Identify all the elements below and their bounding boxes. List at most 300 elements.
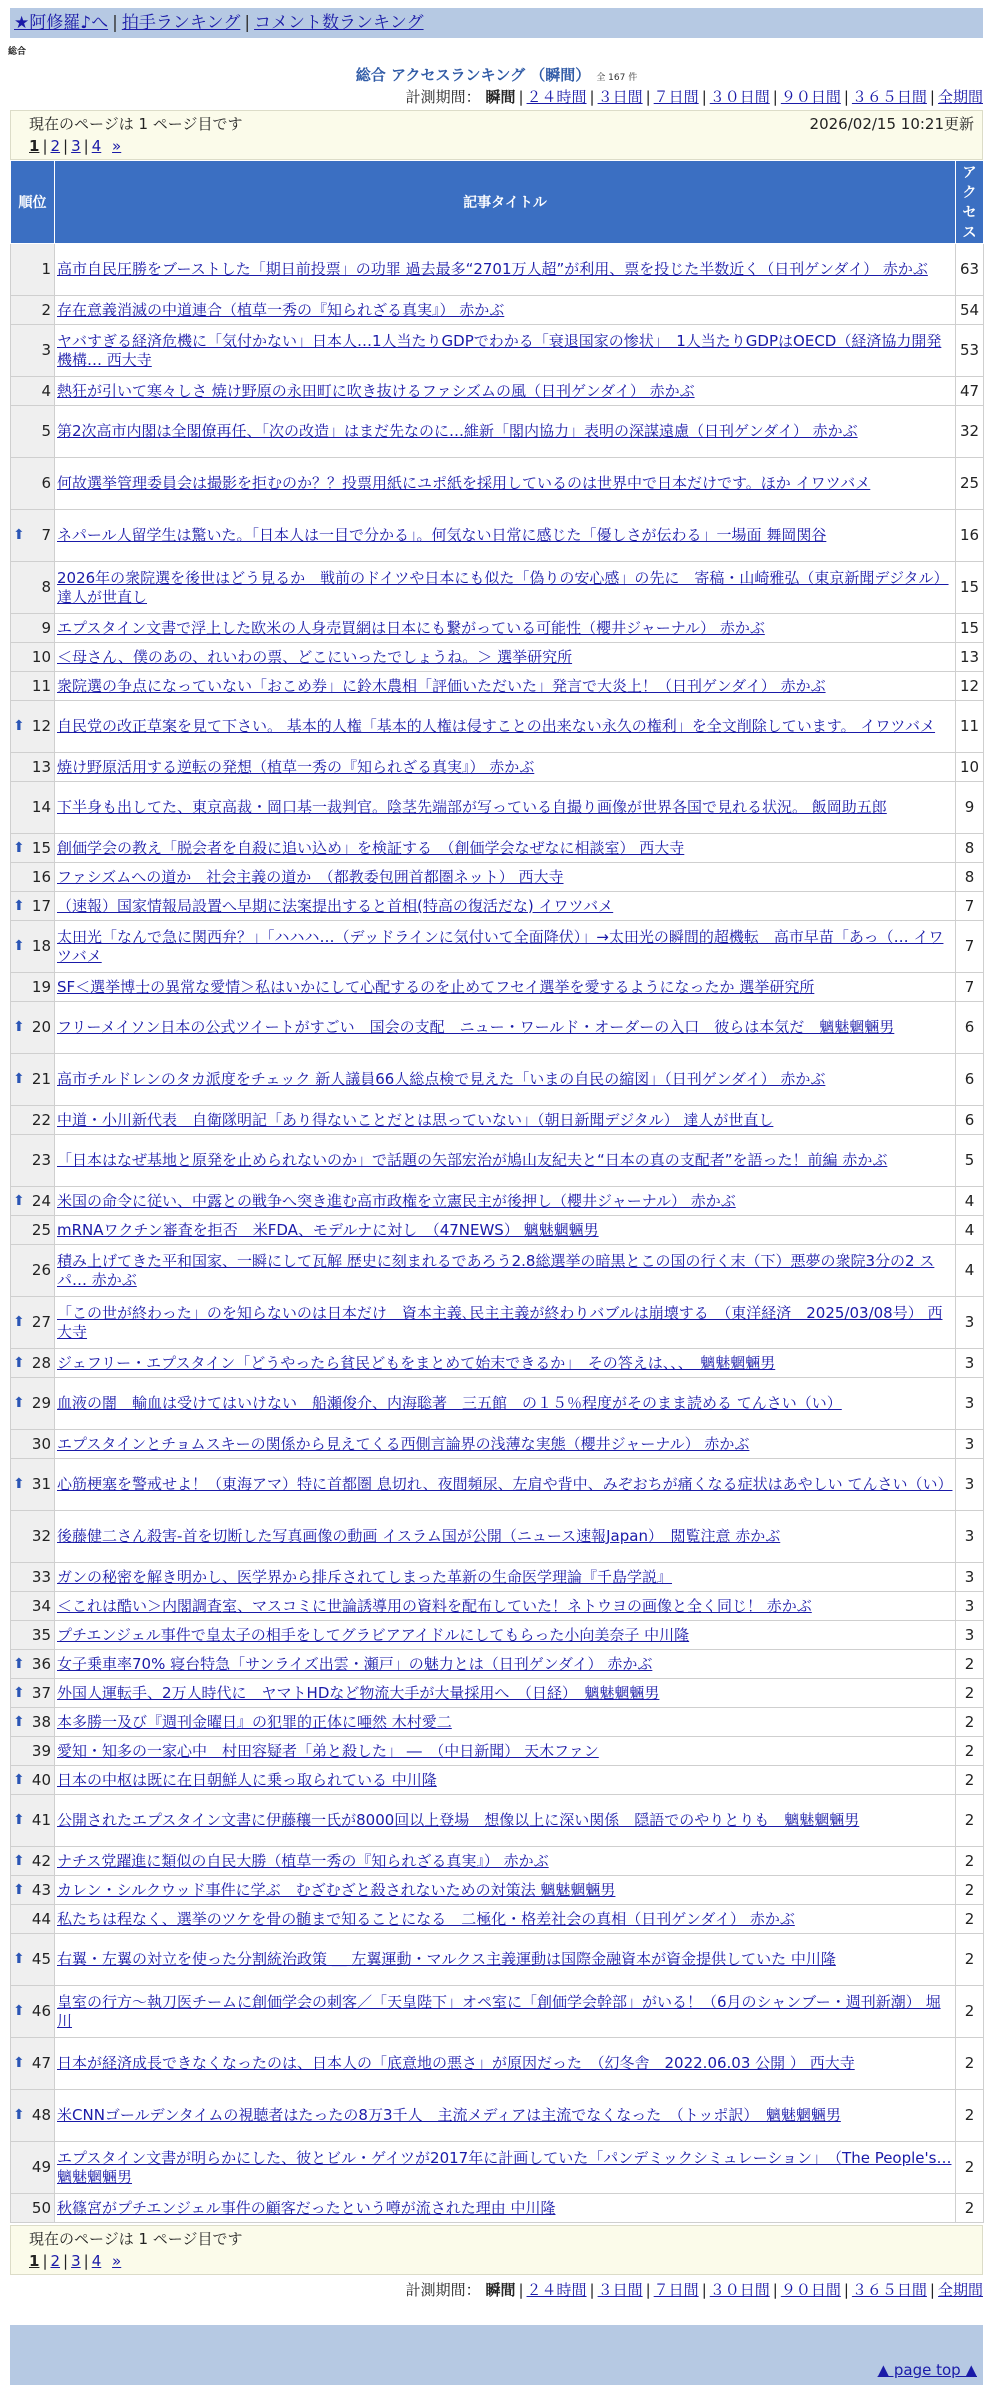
rank-up-arrow-icon: ⬆ xyxy=(13,1354,25,1371)
rank-number: 8 xyxy=(41,578,51,596)
article-title-link[interactable]: 女子乗車率70% 寝台特急「サンライズ出雲・瀬戸」の魅力とは（日刊ゲンダイ） 赤かぶ xyxy=(57,1654,653,1673)
access-count-cell: 12 xyxy=(956,672,984,701)
title-cell xyxy=(55,1349,956,1378)
access-count-cell: 6 xyxy=(956,1054,984,1106)
article-title-link[interactable]: 第2次高市内閣は全閣僚再任、「次の改造」はまだ先なのに…維新「閣内協力」表明の深謀遠慮（日刊ゲンダイ） 赤かぶ xyxy=(57,422,858,440)
article-title-link[interactable]: 日本が経済成長できなくなったのは、日本人の「底意地の悪さ」が原因だった （幻冬舎 2022.06.03 公開 ） 西大寺 xyxy=(57,2054,855,2072)
rank-cell xyxy=(11,1430,55,1459)
article-title-link[interactable]: SF＜選挙博士の異常な愛情＞私はいかにして心配するのを止めてフセイ選挙を愛するようになったか 選挙研究所 xyxy=(57,977,815,996)
rank-cell xyxy=(11,562,55,614)
article-title-link[interactable]: 米CNNゴールデンタイムの視聴者はたったの8万3千人 主流メディアは主流でなくなった （トッポ訳） 魑魅魍魎男 xyxy=(57,2106,841,2124)
rank-cell xyxy=(11,921,55,973)
table-row xyxy=(11,672,984,701)
title-cell xyxy=(55,562,956,614)
table-row xyxy=(11,921,984,973)
table-row xyxy=(11,406,984,458)
period-link-365d[interactable]: ３６５日間 xyxy=(851,2281,927,2299)
table-row xyxy=(11,1795,984,1847)
access-count-cell: 6 xyxy=(956,1106,984,1135)
table-row xyxy=(11,562,984,614)
access-count-cell: 3 xyxy=(956,1297,984,1349)
rank-up-arrow-icon: ⬆ xyxy=(13,1951,25,1967)
rank-number: 23 xyxy=(31,1151,51,1169)
rank-cell xyxy=(11,1349,55,1378)
rank-cell xyxy=(11,2194,55,2223)
article-title-link[interactable]: 「この世が終わった」のを知らないのは日本だけ 資本主義､民主主義が終わりバブルは崩壊する （東洋経済 2025/03/08号） 西大寺 xyxy=(57,1303,943,1341)
article-title-link[interactable]: ＜これは酷い＞内閣調査室、マスコミに世論誘導用の資料を配布していた！ネトウヨの画像と全く同じ！ 赤かぶ xyxy=(57,1596,812,1615)
rank-number: 4 xyxy=(41,381,51,400)
title-cell xyxy=(55,458,956,510)
ranking-table xyxy=(10,160,984,2223)
table-row xyxy=(11,1245,984,1297)
article-title-link[interactable]: 外国人運転手、2万人時代に ヤマトHDなど物流大手が大量採用へ （日経） 魑魅魍魎男 xyxy=(57,1683,660,1702)
rank-cell xyxy=(11,1934,55,1986)
footer-bar xyxy=(10,2325,983,2355)
rank-number: 16 xyxy=(31,867,51,886)
rank-cell xyxy=(11,753,55,782)
title-cell xyxy=(55,1986,956,2038)
rank-number: 43 xyxy=(31,1880,51,1899)
page-current: 1 xyxy=(29,137,40,155)
access-count-cell: 7 xyxy=(956,892,984,921)
page-heading xyxy=(0,64,993,86)
table-row xyxy=(11,1766,984,1795)
col-title-header: 記事タイトル xyxy=(55,161,956,244)
article-title-link[interactable]: カレン・シルクウッド事件に学ぶ むざむざと殺されないための対策法 魑魅魍魎男 xyxy=(57,1880,616,1899)
page-link-4[interactable]: 4 xyxy=(91,2252,102,2270)
col-access-header: アクセス xyxy=(956,161,984,244)
table-row xyxy=(11,643,984,672)
article-title-link[interactable]: 積み上げてきた平和国家、一瞬にして瓦解 歴史に刻まれるであろう2.8総選挙の暗黒とこの国の行く末（下）悪夢の衆院3分の2 スパ… 赤かぶ xyxy=(57,1251,935,1289)
rank-cell xyxy=(11,1563,55,1592)
article-title-link[interactable]: 高市自民圧勝をブーストした「期日前投票」の功罪 過去最多“2701万人超”が利用、票を投じた半数近く（日刊ゲンダイ） 赤かぶ xyxy=(57,260,928,278)
rank-number: 34 xyxy=(31,1596,51,1615)
article-title-link[interactable]: 中道・小川新代表 自衛隊明記「あり得ないことだとは思っていない」（朝日新聞デジタル） 達人が世直し xyxy=(57,1110,774,1129)
page-current: 1 xyxy=(29,2252,40,2270)
table-row xyxy=(11,1459,984,1511)
access-count-cell: 5 xyxy=(956,1135,984,1187)
article-title-link[interactable]: 皇室の行方～執刀医チームに創価学会の刺客／「天皇陛下」オペ室に「創価学会幹部」がいる！（6月のシャンブー・週刊新潮） 堀川 xyxy=(57,1992,941,2030)
rank-cell xyxy=(11,973,55,1002)
table-row xyxy=(11,325,984,377)
page-next-link[interactable]: » xyxy=(112,137,122,155)
access-count-cell: 3 xyxy=(956,1511,984,1563)
page-link-2[interactable]: 2 xyxy=(50,137,61,155)
rank-up-arrow-icon: ⬆ xyxy=(13,2107,25,2123)
article-title-link[interactable]: ＜母さん、僕のあの、れいわの票、どこにいったでしょうね。＞ 選挙研究所 xyxy=(57,647,573,666)
table-row xyxy=(11,1650,984,1679)
title-cell xyxy=(55,2090,956,2142)
article-title-link[interactable]: 後藤健二さん殺害-首を切断した写真画像の動画 イスラム国が公開（ニュース速報Japan） 閲覧注意 赤かぶ xyxy=(57,1527,781,1545)
period-link-24h[interactable]: ２４時間 xyxy=(526,2281,587,2299)
rank-cell xyxy=(11,614,55,643)
rank-number: 14 xyxy=(31,798,51,816)
rank-cell xyxy=(11,1766,55,1795)
rank-up-arrow-icon: ⬆ xyxy=(13,1684,25,1701)
article-title-link[interactable]: 熱狂が引いて寒々しさ 焼け野原の永田町に吹き抜けるファシズムの風（日刊ゲンダイ） 赤かぶ xyxy=(57,381,695,400)
period-current: 瞬間 xyxy=(485,2281,516,2299)
article-title-link[interactable]: 「日本はなぜ基地と原発を止められないのか」で話題の矢部宏治が鳩山友紀夫と“日本の真の支配者”を語った！前編 赤かぶ xyxy=(57,1151,888,1169)
article-title-link[interactable]: ガンの秘密を解き明かし、医学界から排斥されてしまった革新の生命医学理論『千島学説』 xyxy=(57,1567,673,1586)
table-row xyxy=(11,1737,984,1766)
access-count-cell: 53 xyxy=(956,325,984,377)
rank-up-arrow-icon: ⬆ xyxy=(13,2055,25,2071)
table-row xyxy=(11,753,984,782)
col-rank-header: 順位 xyxy=(11,161,55,244)
period-link-90d[interactable]: ９０日間 xyxy=(780,88,841,106)
page-link-3[interactable]: 3 xyxy=(71,2252,81,2270)
access-count-cell: 54 xyxy=(956,296,984,325)
rank-number: 26 xyxy=(31,1261,51,1279)
article-title-link[interactable]: 2026年の衆院選を後世はどう見るか 戦前のドイツや日本にも似た「偽りの安心感」の先に 寄稿・山崎雅弘（東京新聞デジタル） 達人が世直し xyxy=(57,568,949,606)
table-row xyxy=(11,510,984,562)
rank-number: 15 xyxy=(31,838,51,857)
article-title-link[interactable]: 創価学会の教え「脱会者を自殺に追い込め」を検証する （創価学会なぜなに相談室） 西大寺 xyxy=(57,838,685,857)
rank-up-arrow-icon: ⬆ xyxy=(13,1771,25,1788)
table-row xyxy=(11,1349,984,1378)
rank-number: 37 xyxy=(31,1683,51,1702)
rank-up-arrow-icon: ⬆ xyxy=(13,897,25,914)
rank-number: 36 xyxy=(31,1654,51,1673)
access-count-cell: 2 xyxy=(956,1650,984,1679)
rank-number: 38 xyxy=(31,1712,51,1731)
title-cell xyxy=(55,1592,956,1621)
page-top-link[interactable]: ▲ page top ▲ xyxy=(877,2361,977,2379)
article-title-link[interactable]: 太田光「なんで急に関西弁？」「ハハハ…（デッドラインに気付いて全面降伏）」→太田光の瞬間的超機転 高市早苗「あっ（… イワツバメ xyxy=(57,927,944,965)
table-row xyxy=(11,1106,984,1135)
top-nav-comment-ranking-link[interactable]: コメント数ランキング xyxy=(254,13,424,33)
title-cell xyxy=(55,2194,956,2223)
access-count-cell: 4 xyxy=(956,1216,984,1245)
access-count-cell: 2 xyxy=(956,1766,984,1795)
rank-up-arrow-icon: ⬆ xyxy=(13,1071,25,1087)
rank-number: 19 xyxy=(31,977,51,996)
period-link-3d[interactable]: ３日間 xyxy=(597,2281,643,2299)
rank-number: 17 xyxy=(31,896,51,915)
title-cell xyxy=(55,863,956,892)
table-row xyxy=(11,244,984,296)
rank-cell xyxy=(11,1592,55,1621)
access-count-cell: 25 xyxy=(956,458,984,510)
rank-up-arrow-icon: ⬆ xyxy=(13,1852,25,1869)
rank-number: 42 xyxy=(31,1851,51,1870)
page-next-link[interactable]: » xyxy=(112,2252,122,2270)
period-link-90d[interactable]: ９０日間 xyxy=(780,2281,841,2299)
rank-up-arrow-icon: ⬆ xyxy=(13,1713,25,1730)
table-row xyxy=(11,1216,984,1245)
rank-up-arrow-icon: ⬆ xyxy=(13,718,25,734)
rank-number: 48 xyxy=(31,2106,51,2124)
rank-cell xyxy=(11,1106,55,1135)
footer-bar-pagetop xyxy=(10,2355,983,2385)
rank-number: 41 xyxy=(31,1811,51,1829)
title-cell xyxy=(55,1002,956,1054)
title-cell xyxy=(55,1679,956,1708)
access-count-cell: 2 xyxy=(956,1737,984,1766)
rank-cell xyxy=(11,1216,55,1245)
article-title-link[interactable]: エプスタイン文書で浮上した欧米の人身売買網は日本にも繋がっている可能性（櫻井ジャーナル） 赤かぶ xyxy=(57,618,765,637)
period-link-365d[interactable]: ３６５日間 xyxy=(851,88,927,106)
title-cell xyxy=(55,2142,956,2194)
rank-number: 9 xyxy=(41,618,51,637)
table-row xyxy=(11,1378,984,1430)
rank-up-arrow-icon: ⬆ xyxy=(13,1314,25,1330)
access-count-cell: 8 xyxy=(956,863,984,892)
rank-number: 33 xyxy=(31,1567,51,1586)
rank-number: 21 xyxy=(31,1070,51,1088)
nav-separator: | xyxy=(112,13,118,33)
title-cell xyxy=(55,1459,956,1511)
access-count-cell: 47 xyxy=(956,377,984,406)
title-cell xyxy=(55,1297,956,1349)
rank-number: 30 xyxy=(31,1434,51,1453)
rank-number: 45 xyxy=(31,1950,51,1968)
rank-up-arrow-icon: ⬆ xyxy=(13,1881,25,1898)
rank-cell xyxy=(11,834,55,863)
current-page-text: 現在のページは 1 ページ目です xyxy=(29,115,243,133)
article-title-link[interactable]: 本多勝一及び『週刊金曜日』の犯罪的正体に唖然 木村愛二 xyxy=(57,1712,452,1731)
period-link-7d[interactable]: ７日間 xyxy=(653,88,699,106)
article-title-link[interactable]: （速報）国家情報局設置へ早期に法案提出すると首相(特高の復活だな) イワツバメ xyxy=(57,896,614,915)
title-cell xyxy=(55,1216,956,1245)
article-title-link[interactable]: 焼け野原活用する逆転の発想（植草一秀の『知られざる真実』） 赤かぶ xyxy=(57,757,535,776)
article-title-link[interactable]: 米国の命令に従い、中露との戦争へ突き進む高市政権を立憲民主が後押し（櫻井ジャーナル） 赤かぶ xyxy=(57,1191,736,1210)
title-cell xyxy=(55,1650,956,1679)
table-row xyxy=(11,701,984,753)
title-cell xyxy=(55,1378,956,1430)
table-row xyxy=(11,2090,984,2142)
rank-cell xyxy=(11,1297,55,1349)
page-link-2[interactable]: 2 xyxy=(50,2252,61,2270)
table-row xyxy=(11,1511,984,1563)
access-count-cell: 4 xyxy=(956,1187,984,1216)
rank-cell xyxy=(11,1187,55,1216)
rank-number: 44 xyxy=(31,1909,51,1928)
title-cell xyxy=(55,643,956,672)
article-title-link[interactable]: 秋篠宮がプチエンジェル事件の顧客だったという噂が流された理由 中川隆 xyxy=(57,2198,556,2217)
top-nav-clap-ranking-link[interactable]: 拍手ランキング xyxy=(121,13,241,33)
table-row xyxy=(11,1934,984,1986)
article-title-link[interactable]: 存在意義消滅の中道連合（植草一秀の『知られざる真実』） 赤かぶ xyxy=(57,300,505,319)
article-title-link[interactable]: 右翼・左翼の対立を使った分割統治政策 ＿ 左翼運動・マルクス主義運動は国際金融資本が資金提供していた 中川隆 xyxy=(57,1950,836,1968)
article-title-link[interactable]: エプスタインとチョムスキーの関係から見えてくる西側言論界の浅薄な実態（櫻井ジャーナル） 赤かぶ xyxy=(57,1434,750,1453)
rank-up-arrow-icon: ⬆ xyxy=(13,1395,25,1411)
rank-number: 40 xyxy=(31,1770,51,1789)
title-cell xyxy=(55,1905,956,1934)
table-row xyxy=(11,782,984,834)
article-title-link[interactable]: 自民党の改正草案を見て下さい。 基本的人権「基本的人権は侵すことの出来ない永久の権利」を全文削除しています。 イワツバメ xyxy=(57,717,936,735)
article-title-link[interactable]: 私たちは程なく、選挙のツケを骨の髄まで知ることになる 二極化・格差社会の真相（日刊ゲンダイ） 赤かぶ xyxy=(57,1909,795,1928)
rank-number: 49 xyxy=(31,2158,51,2176)
access-count-cell: 2 xyxy=(956,2142,984,2194)
rank-up-arrow-icon: ⬆ xyxy=(13,2003,25,2019)
article-title-link[interactable]: 衆院選の争点になっていない「おこめ券」に鈴木農相「評価いただいた」発言で大炎上！（日刊ゲンダイ） 赤かぶ xyxy=(57,676,826,695)
rank-number: 10 xyxy=(31,647,51,666)
title-cell xyxy=(55,1563,956,1592)
rank-up-arrow-icon: ⬆ xyxy=(13,1476,25,1492)
article-title-link[interactable]: プチエンジェル事件で皇太子の相手をしてグラビアアイドルにしてもらった小向美奈子 中川隆 xyxy=(57,1625,690,1644)
rank-number: 20 xyxy=(31,1018,51,1036)
rank-cell xyxy=(11,325,55,377)
table-row xyxy=(11,1708,984,1737)
period-label: 計測期間： xyxy=(405,2281,481,2299)
rank-up-arrow-icon: ⬆ xyxy=(13,527,25,543)
rank-cell xyxy=(11,863,55,892)
article-title-link[interactable]: 公開されたエプスタイン文書に伊藤穰一氏が8000回以上登場 想像以上に深い関係 隠語でのやりとりも 魑魅魍魎男 xyxy=(57,1811,860,1829)
period-link-30d[interactable]: ３０日間 xyxy=(709,88,770,106)
article-title-link[interactable]: 高市チルドレンのタカ派度をチェック 新人議員66人総点検で見えた「いまの自民の縮図」（日刊ゲンダイ） 赤かぶ xyxy=(57,1070,826,1088)
title-cell xyxy=(55,921,956,973)
access-count-cell: 15 xyxy=(956,614,984,643)
rank-number: 11 xyxy=(31,676,51,695)
rank-cell xyxy=(11,2090,55,2142)
rank-number: 47 xyxy=(31,2054,51,2072)
table-row xyxy=(11,1592,984,1621)
title-cell xyxy=(55,1054,956,1106)
rank-cell xyxy=(11,1679,55,1708)
article-title-link[interactable]: 愛知・知多の一家心中 村田容疑者「弟と殺した」 ― （中日新聞） 天木ファン xyxy=(57,1741,599,1760)
table-row xyxy=(11,1876,984,1905)
rank-number: 31 xyxy=(31,1475,51,1493)
access-count-cell: 9 xyxy=(956,782,984,834)
title-cell xyxy=(55,1135,956,1187)
access-count-cell: 63 xyxy=(956,244,984,296)
title-cell xyxy=(55,892,956,921)
article-title-link[interactable]: ジェフリー・エプスタイン「どうやったら貧民どもをまとめて始末できるか」 その答えは、、、 魑魅魍魎男 xyxy=(57,1353,776,1372)
article-title-link[interactable]: エプスタイン文書が明らかにした、彼とビル・ゲイツが2017年に計画していた「パンデミックシミュレーション」 （The People's… 魑魅魍魎男 xyxy=(57,2148,952,2186)
access-count-cell: 7 xyxy=(956,973,984,1002)
period-link-7d[interactable]: ７日間 xyxy=(653,2281,699,2299)
title-cell xyxy=(55,377,956,406)
rank-number: 25 xyxy=(31,1220,51,1239)
title-cell xyxy=(55,1737,956,1766)
period-link-24h[interactable]: ２４時間 xyxy=(526,88,587,106)
pager-bottom: 現在のページは 1 ページ目です 1 | 2 | 3 | 4 » xyxy=(10,2225,983,2275)
access-count-cell: 2 xyxy=(956,1847,984,1876)
rank-cell xyxy=(11,1054,55,1106)
title-cell xyxy=(55,1245,956,1297)
rank-cell xyxy=(11,701,55,753)
access-count-cell: 2 xyxy=(956,2038,984,2090)
access-count-cell: 2 xyxy=(956,1986,984,2038)
access-count-cell: 3 xyxy=(956,1563,984,1592)
table-row xyxy=(11,614,984,643)
top-nav-home-link[interactable]: ★阿修羅♪へ xyxy=(14,13,109,33)
rank-cell xyxy=(11,2142,55,2194)
access-count-cell: 2 xyxy=(956,1934,984,1986)
rank-cell xyxy=(11,672,55,701)
title-cell xyxy=(55,973,956,1002)
rank-cell xyxy=(11,2038,55,2090)
period-link-3d[interactable]: ３日間 xyxy=(597,88,643,106)
rank-up-arrow-icon: ⬆ xyxy=(13,938,25,954)
rank-number: 2 xyxy=(41,300,51,319)
article-title-link[interactable]: 日本の中枢は既に在日朝鮮人に乗っ取られている 中川隆 xyxy=(57,1770,437,1789)
access-count-cell: 32 xyxy=(956,406,984,458)
title-cell xyxy=(55,1876,956,1905)
article-title-link[interactable]: 心筋梗塞を警戒せよ！（東海アマ）特に首都圏 息切れ、夜間頻尿、左肩や背中、みぞおちが痛くなる症状はあやしい てんさい（い） xyxy=(57,1475,953,1493)
updated-timestamp: 2026/02/15 10:21更新 xyxy=(809,115,974,133)
rank-number: 7 xyxy=(41,526,51,544)
title-cell xyxy=(55,1106,956,1135)
table-row xyxy=(11,1054,984,1106)
period-link-30d[interactable]: ３０日間 xyxy=(709,2281,770,2299)
title-cell xyxy=(55,296,956,325)
title-cell xyxy=(55,1934,956,1986)
page-link-4[interactable]: 4 xyxy=(91,137,102,155)
rank-up-arrow-icon: ⬆ xyxy=(13,1192,25,1209)
rank-number: 1 xyxy=(41,260,51,278)
period-current: 瞬間 xyxy=(485,88,516,106)
article-title-link[interactable]: ナチス党躍進に類似の自民大勝（植草一秀の『知られざる真実』） 赤かぶ xyxy=(57,1851,549,1870)
rank-cell xyxy=(11,1876,55,1905)
breadcrumb: 総合 xyxy=(8,47,27,57)
rank-up-arrow-icon: ⬆ xyxy=(13,1812,25,1828)
table-row xyxy=(11,973,984,1002)
table-row xyxy=(11,892,984,921)
title-cell xyxy=(55,672,956,701)
article-title-link[interactable]: ヤバすぎる経済危機に「気付かない」日本人…1人当たりGDPでわかる「衰退国家の惨状」 1人当たりGDPはOECD（経済協力開発機構… 西大寺 xyxy=(57,331,942,369)
rank-cell xyxy=(11,1459,55,1511)
title-cell xyxy=(55,244,956,296)
rank-cell xyxy=(11,296,55,325)
table-row xyxy=(11,1847,984,1876)
access-count-cell: 2 xyxy=(956,1679,984,1708)
rank-number: 6 xyxy=(41,474,51,492)
article-title-link[interactable]: 血液の闇 輸血は受けてはいけない 船瀬俊介、内海聡著 三五館 の１５％程度がそのまま読める てんさい（い） xyxy=(57,1394,842,1412)
rank-cell xyxy=(11,643,55,672)
table-row xyxy=(11,1187,984,1216)
page-link-3[interactable]: 3 xyxy=(71,137,81,155)
rank-cell xyxy=(11,406,55,458)
article-title-link[interactable]: ネパール人留学生は驚いた。「日本人は一目で分かる」。何気ない日常に感じた「優しさが伝わる」一場面 舞岡関谷 xyxy=(57,526,827,544)
table-row xyxy=(11,834,984,863)
rank-cell xyxy=(11,1847,55,1876)
rank-up-arrow-icon: ⬆ xyxy=(13,1019,25,1035)
rank-cell xyxy=(11,510,55,562)
rank-cell xyxy=(11,1245,55,1297)
title-cell xyxy=(55,1621,956,1650)
article-title-link[interactable]: 下半身も出してた、東京高裁・岡口基一裁判官。陰茎先端部が写っている自撮り画像が世界各国で見れる状況。 飯岡助五郎 xyxy=(57,798,887,816)
access-count-cell: 15 xyxy=(956,562,984,614)
page-title: 総合 アクセスランキング （瞬間） xyxy=(355,66,591,84)
article-title-link[interactable]: フリーメイソン日本の公式ツイートがすごい 国会の支配 ニュー・ワールド・オーダーの入口 彼らは本気だ 魑魅魍魎男 xyxy=(57,1018,895,1036)
rank-cell xyxy=(11,1708,55,1737)
title-cell xyxy=(55,1187,956,1216)
rank-number: 22 xyxy=(31,1110,51,1129)
rank-number: 39 xyxy=(31,1741,51,1760)
access-count-cell: 3 xyxy=(956,1349,984,1378)
table-row xyxy=(11,1905,984,1934)
rank-number: 12 xyxy=(31,717,51,735)
rank-cell xyxy=(11,1986,55,2038)
rank-cell xyxy=(11,244,55,296)
period-link-all[interactable]: 全期間 xyxy=(937,2281,983,2299)
access-count-cell: 2 xyxy=(956,2090,984,2142)
period-link-all[interactable]: 全期間 xyxy=(937,88,983,106)
title-cell xyxy=(55,2038,956,2090)
article-title-link[interactable]: 何故選挙管理委員会は撮影を拒むのか？？投票用紙にユポ紙を採用しているのは世界中で日本だけです。ほか イワツバメ xyxy=(57,474,871,492)
table-row xyxy=(11,1430,984,1459)
access-count-cell: 2 xyxy=(956,1708,984,1737)
article-title-link[interactable]: mRNAワクチン審査を拒否 米FDA、モデルナに対し （47NEWS） 魑魅魍魎男 xyxy=(57,1220,599,1239)
rank-cell xyxy=(11,1378,55,1430)
rank-number: 28 xyxy=(31,1353,51,1372)
access-count-cell: 3 xyxy=(956,1378,984,1430)
article-title-link[interactable]: ファシズムへの道か 社会主義の道か （都教委包囲首都圏ネット） 西大寺 xyxy=(57,867,564,886)
current-page-text: 現在のページは 1 ページ目です xyxy=(29,2230,243,2248)
access-count-cell: 6 xyxy=(956,1002,984,1054)
